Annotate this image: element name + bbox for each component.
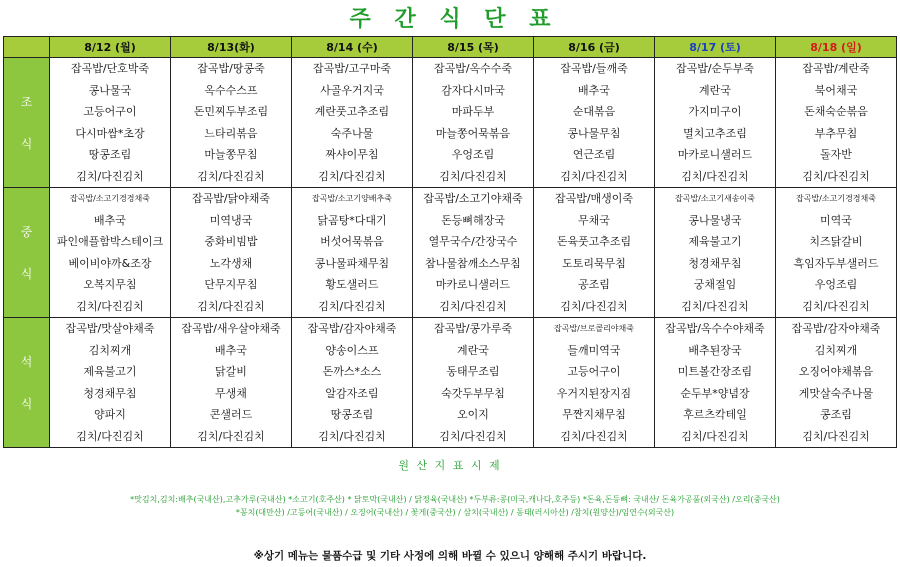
menu-item: 김치/다진김치 [318,169,386,183]
menu-item: 무짠지채무침 [562,408,626,421]
day-header-sun: 8/18 (일) [776,37,897,58]
menu-cell-lunch-sun [776,188,897,318]
menu-item: 콘샐러드 [209,408,253,421]
menu-cell-breakfast-thu [413,58,534,188]
menu-item: 잡곡밥/단호박죽 [70,62,150,75]
menu-item: 오징어야채볶음 [798,365,874,378]
menu-item: 청경채무침 [83,386,137,400]
menu-item: 순대볶음 [572,105,616,118]
menu-cell-dinner-sun [776,318,897,448]
meal-label-dinner [4,318,50,448]
menu-item: 김치/다진김치 [318,299,386,313]
menu-cell-dinner-sat [655,318,776,448]
meal-label-char: 식 [20,136,33,151]
page-title [0,2,900,33]
title-char: 간 [394,7,416,32]
menu-item: 연근조림 [572,148,616,161]
menu-item: 황도샐러드 [325,278,379,291]
meal-label-lunch [4,188,50,318]
menu-item: 순두부*양념장 [680,386,750,400]
menu-item: 김치/다진김치 [76,169,144,183]
menu-cell-dinner-thu [413,318,534,448]
menu-item: 오복지무침 [83,278,137,291]
menu-item: 잡곡밥/옥수수죽 [433,62,513,75]
menu-item: 김치/다진김치 [197,169,265,183]
menu-cell-dinner-wed [292,318,413,448]
menu-item: 돈육풋고추조림 [556,235,632,248]
menu-item: 우거지된장지짐 [556,386,632,400]
title-char: 주 [349,7,371,32]
menu-cell-breakfast-mon [50,58,171,188]
menu-item: 잡곡밥/순두부죽 [675,62,755,75]
menu-item: 단무지무침 [204,278,258,291]
menu-item: 부추무침 [814,126,858,140]
menu-item: 미역국 [820,213,852,227]
menu-item: 무생채 [215,386,247,400]
menu-item: 닭갈비 [215,365,247,378]
menu-item: 옥수수스프 [204,83,258,97]
day-header-thu: 8/15 (목) [413,37,534,58]
menu-item: 멸치고추조림 [683,126,747,140]
menu-item: 양송이스프 [325,343,379,357]
menu-item: 도토리묵무침 [562,256,626,270]
menu-cell-breakfast-sun [776,58,897,188]
menu-body [4,58,897,448]
menu-item: 잡곡밥/옥수수야채죽 [665,322,765,335]
menu-item: 김치/다진김치 [197,299,265,313]
menu-item: 김치/다진김치 [681,429,749,443]
menu-item: 콩나물냉국 [688,213,742,227]
menu-cell-breakfast-tue [171,58,292,188]
menu-item: 베이비야까&조장 [68,256,152,270]
menu-item: 알감자조림 [325,386,379,400]
menu-cell-breakfast-fri [534,58,655,188]
weekly-menu-table [3,36,897,448]
menu-item: 잡곡밥/콩가루죽 [433,322,513,335]
menu-item: 배추국 [94,213,126,227]
menu-item: 돈등뼈해장국 [441,213,505,227]
menu-item: 계란풋고추조림 [314,105,390,118]
menu-item: 제육불고기 [83,365,137,378]
menu-item: 김치찌개 [814,343,858,357]
menu-item: 우엉조림 [451,148,495,161]
menu-item: 공조림 [578,278,610,291]
menu-cell-lunch-sat [655,188,776,318]
menu-item: 잡곡밥/들깨죽 [560,62,628,75]
menu-cell-dinner-mon [50,318,171,448]
menu-item: 김치/다진김치 [76,429,144,443]
day-header-sat: 8/17 (토) [655,37,776,58]
menu-item: 미역냉국 [209,213,253,227]
menu-cell-lunch-fri [534,188,655,318]
menu-item: 청경채무침 [688,256,742,270]
menu-item: 김치/다진김치 [560,169,628,183]
menu-item: 김치/다진김치 [802,299,870,313]
menu-item: 마늘쫑어묵볶음 [435,126,511,140]
title-char: 식 [439,7,461,32]
menu-item: 짜샤이무침 [325,148,379,161]
menu-cell-lunch-mon [50,188,171,318]
menu-item: 배추국 [578,83,610,97]
menu-item: 마파두부 [451,105,495,118]
menu-item: 노각생채 [209,256,253,270]
menu-item: 숙갓두부무침 [441,386,505,400]
menu-item: 제육불고기 [688,235,742,248]
menu-item: 잡곡밥/소고기경경채죽 [796,194,876,203]
menu-item: 치즈닭갈비 [809,235,863,248]
origin-label-text [40,493,870,519]
day-header-row [4,37,897,58]
menu-item: 고등어구이 [567,365,621,378]
menu-item: 사골우거지국 [320,83,384,97]
menu-item: 들깨미역국 [567,343,621,357]
meal-label-breakfast [4,58,50,188]
meal-label-char: 조 [20,94,33,109]
menu-item: 계란국 [457,343,489,357]
menu-cell-lunch-tue [171,188,292,318]
header-corner [4,37,50,58]
meal-row-dinner [4,318,897,448]
menu-item: 고등어구이 [83,105,137,118]
origin-line: *맛김치,김치:배추(국내산),고추가루(국내산) *소고기(호주산) * 닭토막(국내산) / 닭정육(국내산) *두부류:콩(미국,캐나다,호주등) *돈육,돈등뼈: 국내산/ 돈육가공품(외국산) /오리(중국산) [130,495,780,504]
menu-cell-breakfast-sat [655,58,776,188]
menu-item: 참나물참깨소스무침 [425,256,521,270]
menu-item: 잡곡밥/계란죽 [802,62,870,75]
menu-item: 콩나물무침 [567,126,621,140]
menu-item: 김치/다진김치 [681,169,749,183]
menu-item: 중화비빔밥 [204,235,258,248]
menu-item: 김치/다진김치 [76,299,144,313]
menu-item: 돈까스*소스 [322,365,382,378]
menu-item: 가지미구이 [688,105,742,118]
origin-line: *꽁치(대만산) /고등어(국내산) / 오징어(국내산) / 꽃게(중국산) / 삼치(국내산) / 동태(러시아산) /참치(원양산)/임연수(외국산) [235,508,675,517]
menu-item: 김치/다진김치 [560,429,628,443]
menu-item: 김치/다진김치 [439,169,507,183]
title-char: 표 [529,7,551,32]
menu-item: 배추된장국 [688,343,742,357]
menu-item: 김치/다진김치 [560,299,628,313]
notice-text: ※상기 메뉴는 물품수급 및 기타 사정에 의해 바뀔 수 있으니 양해해 주시기 바랍니다. [253,550,647,562]
menu-item: 돌자반 [820,148,852,161]
menu-item: 잡곡밥/브로콜리야채죽 [554,324,634,333]
menu-item: 감자다시마국 [441,83,505,97]
menu-cell-breakfast-wed [292,58,413,188]
menu-item: 김치/다진김치 [439,299,507,313]
menu-item: 잡곡밥/감자야채죽 [307,322,397,335]
menu-item: 콩나물파채무침 [314,256,390,270]
menu-item: 콩나물국 [88,83,132,97]
menu-item: 김치/다진김치 [802,429,870,443]
menu-item: 버섯어묵볶음 [320,235,384,248]
menu-item: 숙주나물 [330,126,374,140]
menu-item: 계란국 [699,83,731,97]
menu-item: 김치/다진김치 [439,429,507,443]
menu-item: 김치/다진김치 [681,299,749,313]
menu-item: 배추국 [215,343,247,357]
menu-item: 흑임자두부샐러드 [793,256,879,270]
menu-item: 잡곡밥/소고기양배추죽 [312,194,392,203]
menu-item: 땅콩조림 [330,408,374,421]
menu-item: 잡곡밥/소고기야채죽 [423,192,523,205]
meal-label-char: 중 [20,224,33,239]
meal-label-char: 식 [20,266,33,281]
menu-item: 게맛살숙주나물 [798,386,874,400]
day-header-mon: 8/12 (월) [50,37,171,58]
menu-cell-lunch-thu [413,188,534,318]
origin-label-title: 원 산 지 표 시 제 [398,459,502,472]
menu-item: 돈채숙순볶음 [804,105,868,118]
menu-item: 우엉조림 [814,278,858,291]
menu-item: 콩조림 [820,408,852,421]
menu-item: 파인애플함박스테이크 [56,235,164,248]
menu-item: 김치/다진김치 [802,169,870,183]
menu-item: 마카로니샐러드 [435,278,511,291]
menu-item: 마늘쫑무침 [204,148,258,161]
menu-item: 김치/다진김치 [197,429,265,443]
menu-item: 잡곡밥/고구마죽 [312,62,392,75]
menu-item: 잡곡밥/감자야채죽 [791,322,881,335]
menu-item: 양파지 [94,408,126,421]
menu-cell-lunch-wed [292,188,413,318]
menu-cell-dinner-tue [171,318,292,448]
menu-item: 미트볼간장조림 [677,365,753,378]
meal-row-breakfast [4,58,897,188]
menu-item: 잡곡밥/새우살야채죽 [181,322,281,335]
menu-item: 잡곡밥/맛살야채죽 [65,322,155,335]
menu-item: 잡곡밥/소고기경경채죽 [70,194,150,203]
menu-item: 잡곡밥/땅콩죽 [197,62,265,75]
menu-item: 잡곡밥/매생이죽 [554,192,634,205]
menu-item: 열무국수/간장국수 [428,235,518,248]
menu-item: 닭곰탕*다대기 [317,213,387,227]
menu-item: 북어채국 [814,83,858,97]
day-header-tue: 8/13(화) [171,37,292,58]
meal-label-char: 식 [20,396,33,411]
meal-label-char: 석 [20,354,33,369]
menu-item: 잡곡밥/닭야채죽 [191,192,271,205]
menu-item: 궁채절임 [693,278,737,291]
menu-item: 돈민찌두부조림 [193,105,269,118]
menu-item: 후르츠칵테일 [683,408,747,421]
menu-item: 마카로니샐러드 [677,148,753,161]
menu-item: 느타리볶음 [204,126,258,140]
menu-item: 오이지 [457,408,489,421]
menu-item: 김치/다진김치 [318,429,386,443]
menu-item: 땅콩조림 [88,148,132,161]
menu-cell-dinner-fri [534,318,655,448]
title-char: 단 [484,7,506,32]
meal-row-lunch [4,188,897,318]
menu-item: 김치찌개 [88,343,132,357]
menu-item: 동태무조림 [446,365,500,378]
day-header-fri: 8/16 (금) [534,37,655,58]
day-header-wed: 8/14 (수) [292,37,413,58]
menu-item: 무채국 [578,213,610,227]
menu-item: 잡곡밥/소고기새송이죽 [675,194,755,203]
menu-item: 다시마쌈*초장 [75,126,145,140]
